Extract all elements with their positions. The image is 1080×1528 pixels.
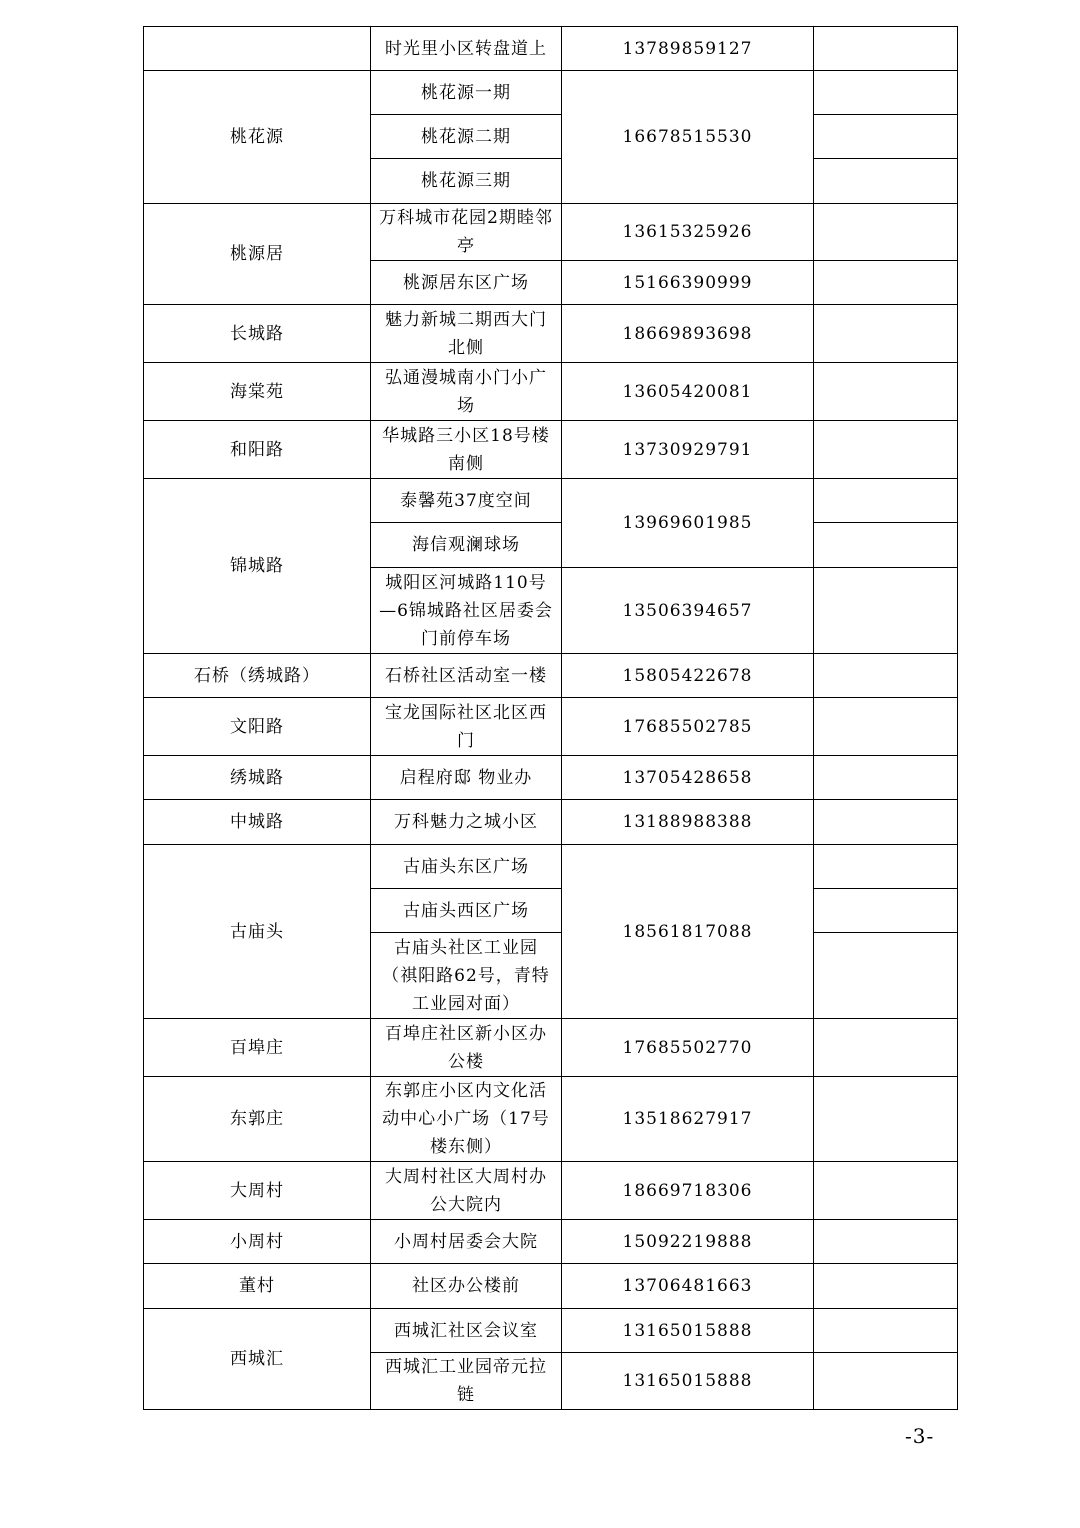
table-row [144, 1162, 958, 1220]
phone-cell: 15092219888 [562, 1220, 814, 1264]
location-cell: 弘通漫城南小门小广场 [371, 363, 562, 421]
table-row [144, 1309, 958, 1353]
phone-cell: 17685502785 [562, 698, 814, 756]
community-cell: 文阳路 [144, 698, 371, 756]
phone-cell: 13730929791 [562, 421, 814, 479]
remarks-cell [814, 71, 958, 115]
location-cell: 百埠庄社区新小区办公楼 [371, 1019, 562, 1077]
remarks-cell [814, 568, 958, 654]
site-table [143, 26, 958, 1410]
phone-cell: 18669893698 [562, 305, 814, 363]
community-cell: 海棠苑 [144, 363, 371, 421]
remarks-cell [814, 27, 958, 71]
phone-cell: 16678515530 [562, 71, 814, 204]
remarks-cell [814, 1162, 958, 1220]
remarks-cell [814, 845, 958, 889]
location-cell: 石桥社区活动室一楼 [371, 654, 562, 698]
remarks-cell [814, 479, 958, 523]
phone-cell: 15166390999 [562, 261, 814, 305]
location-cell: 小周村居委会大院 [371, 1220, 562, 1264]
community-cell: 长城路 [144, 305, 371, 363]
location-cell: 万科魅力之城小区 [371, 800, 562, 845]
table-row [144, 363, 958, 421]
community-cell: 东郭庄 [144, 1077, 371, 1162]
community-cell: 桃源居 [144, 204, 371, 305]
remarks-cell [814, 261, 958, 305]
phone-cell: 13518627917 [562, 1077, 814, 1162]
community-cell: 小周村 [144, 1220, 371, 1264]
table-row [144, 1264, 958, 1309]
remarks-cell [814, 523, 958, 568]
location-cell: 万科城市花园2期睦邻亭 [371, 204, 562, 261]
page-number: -3- [905, 1424, 935, 1448]
table-row [144, 1220, 958, 1264]
remarks-cell [814, 1019, 958, 1077]
location-cell: 大周村社区大周村办公大院内 [371, 1162, 562, 1220]
table-row [144, 305, 958, 363]
remarks-cell [814, 933, 958, 1019]
phone-cell: 15805422678 [562, 654, 814, 698]
location-cell: 社区办公楼前 [371, 1264, 562, 1309]
remarks-cell [814, 363, 958, 421]
community-cell: 和阳路 [144, 421, 371, 479]
community-cell: 石桥（绣城路） [144, 654, 371, 698]
location-cell: 宝龙国际社区北区西门 [371, 698, 562, 756]
location-cell: 古庙头社区工业园（祺阳路62号，青特工业园对面） [371, 933, 562, 1019]
phone-cell: 13706481663 [562, 1264, 814, 1309]
table-row [144, 479, 958, 523]
location-cell: 海信观澜球场 [371, 523, 562, 568]
phone-cell: 13188988388 [562, 800, 814, 845]
location-cell: 桃花源一期 [371, 71, 562, 115]
remarks-cell [814, 1077, 958, 1162]
location-cell: 城阳区河城路110号—6锦城路社区居委会门前停车场 [371, 568, 562, 654]
community-cell: 中城路 [144, 800, 371, 845]
remarks-cell [814, 889, 958, 933]
location-cell: 桃花源二期 [371, 115, 562, 159]
table-row [144, 27, 958, 71]
community-cell [144, 27, 371, 71]
remarks-cell [814, 1264, 958, 1309]
community-cell: 大周村 [144, 1162, 371, 1220]
location-cell: 桃花源三期 [371, 159, 562, 204]
community-cell: 西城汇 [144, 1309, 371, 1410]
community-cell: 绣城路 [144, 756, 371, 800]
phone-cell: 13969601985 [562, 479, 814, 568]
community-cell: 锦城路 [144, 479, 371, 654]
location-cell: 启程府邸 物业办 [371, 756, 562, 800]
phone-cell: 18669718306 [562, 1162, 814, 1220]
remarks-cell [814, 305, 958, 363]
community-cell: 董村 [144, 1264, 371, 1309]
phone-cell: 18561817088 [562, 845, 814, 1019]
remarks-cell [814, 1220, 958, 1264]
phone-cell: 13165015888 [562, 1353, 814, 1410]
remarks-cell [814, 421, 958, 479]
table-row [144, 845, 958, 889]
remarks-cell [814, 756, 958, 800]
location-cell: 西城汇工业园帝元拉链 [371, 1353, 562, 1410]
remarks-cell [814, 204, 958, 261]
community-cell: 桃花源 [144, 71, 371, 204]
location-cell: 魅力新城二期西大门北侧 [371, 305, 562, 363]
table-row [144, 1077, 958, 1162]
remarks-cell [814, 159, 958, 204]
remarks-cell [814, 654, 958, 698]
remarks-cell [814, 1353, 958, 1410]
phone-cell: 13705428658 [562, 756, 814, 800]
table-row [144, 654, 958, 698]
site-table-body [144, 27, 958, 1410]
table-row [144, 800, 958, 845]
table-row [144, 204, 958, 261]
table-row [144, 1019, 958, 1077]
table-row [144, 698, 958, 756]
table-row [144, 421, 958, 479]
phone-cell: 13605420081 [562, 363, 814, 421]
location-cell: 泰馨苑37度空间 [371, 479, 562, 523]
community-cell: 百埠庄 [144, 1019, 371, 1077]
location-cell: 东郭庄小区内文化活动中心小广场（17号楼东侧） [371, 1077, 562, 1162]
table-row [144, 71, 958, 115]
location-cell: 古庙头西区广场 [371, 889, 562, 933]
phone-cell: 13165015888 [562, 1309, 814, 1353]
location-cell: 古庙头东区广场 [371, 845, 562, 889]
location-cell: 时光里小区转盘道上 [371, 27, 562, 71]
remarks-cell [814, 698, 958, 756]
table-row [144, 756, 958, 800]
location-cell: 桃源居东区广场 [371, 261, 562, 305]
remarks-cell [814, 1309, 958, 1353]
location-cell: 华城路三小区18号楼南侧 [371, 421, 562, 479]
phone-cell: 13506394657 [562, 568, 814, 654]
phone-cell: 17685502770 [562, 1019, 814, 1077]
community-cell: 古庙头 [144, 845, 371, 1019]
remarks-cell [814, 800, 958, 845]
remarks-cell [814, 115, 958, 159]
location-cell: 西城汇社区会议室 [371, 1309, 562, 1353]
phone-cell: 13789859127 [562, 27, 814, 71]
phone-cell: 13615325926 [562, 204, 814, 261]
